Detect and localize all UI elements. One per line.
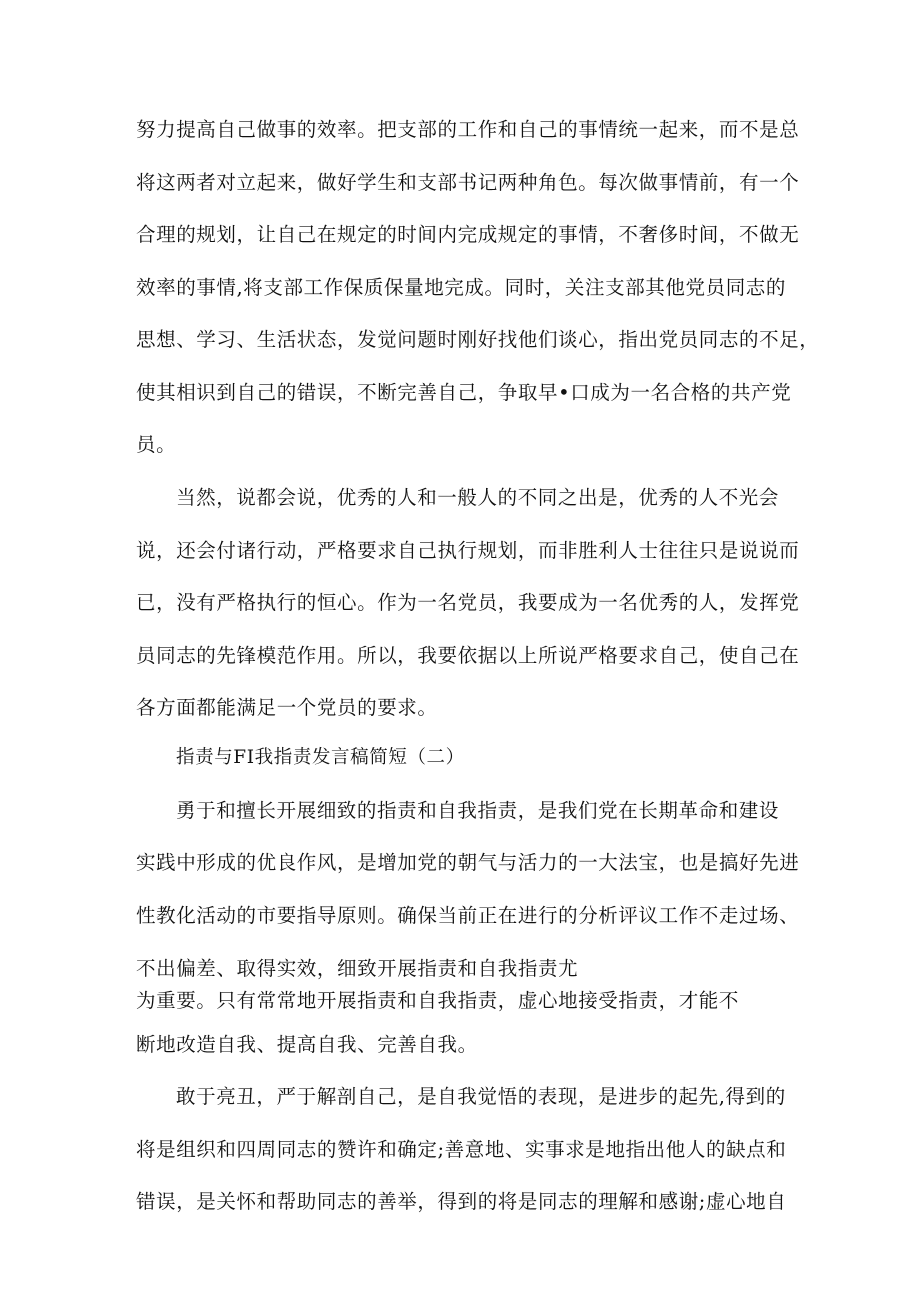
paragraph-2-line-2: 说，还会付诸行动，严格要求自己执行规划，而非胜利人士往往只是说说而: [136, 539, 800, 562]
paragraph-2-line-3: 已，没有严格执行的恒心。作为一名党员，我要成为一名优秀的人，发挥党: [136, 591, 800, 614]
paragraph-1-line-2: 将这两者对立起来，做好学生和支部书记两种角色。每次做事情前，有一个: [136, 171, 800, 194]
paragraph-4-line-1: 敢于亮丑，严于解剖自己，是自我觉悟的表现，是进步的起先,得到的: [176, 1085, 786, 1108]
paragraph-3-line-5: 为重要。只有常常地开展指责和自我指责，虚心地接受指责，才能不: [136, 989, 740, 1012]
paragraph-3-line-4: 不出偏差、取得实效，细致开展指责和自我指责尤: [136, 957, 579, 980]
paragraph-3-line-3: 性教化活动的市要指导原则。确保当前正在进行的分析评议工作不走过场、: [136, 904, 800, 927]
paragraph-1-line-1: 努力提高自己做事的效率。把支部的工作和自己的事情统一起来，而不是总: [136, 118, 800, 141]
paragraph-4-line-2: 将是组织和四周同志的赞许和确定;善意地、实事求是地指出他人的缺点和: [136, 1138, 787, 1161]
paragraph-1-line-7: 员。: [136, 433, 177, 456]
paragraph-4-line-3: 错误，是关怀和帮助同志的善举，得到的将是同志的理解和感谢;虚心地自: [136, 1190, 787, 1213]
paragraph-1-line-5: 思想、学习、生活状态，发觉问题时刚好找他们谈心，指出党员同志的不足，: [136, 328, 820, 351]
section-title: 指责与FI我指责发言稿简短（二）: [176, 747, 465, 768]
paragraph-1-line-6: 使其相识到自己的错误，不断完善自己，争取早•口成为一名合格的共产党: [136, 381, 792, 404]
paragraph-2-line-4: 员同志的先锋模范作用。所以，我要依据以上所说严格要求自己，使自己在: [136, 644, 800, 667]
paragraph-1-line-4: 效率的事情,将支部工作保质保量地完成。同时，关注支部其他党员同志的: [136, 276, 786, 299]
paragraph-3-line-1: 勇于和擅长开展细致的指责和自我指责，是我们党在长期革命和建设: [176, 799, 780, 822]
paragraph-1-line-3: 合理的规划，让自己在规定的时间内完成规定的事情，不奢侈时间，不做无: [136, 223, 800, 246]
paragraph-2-line-5: 各方面都能满足一个党员的要求。: [136, 696, 438, 719]
paragraph-3-line-6: 断地改造自我、提高自我、完善自我。: [136, 1033, 478, 1056]
paragraph-3-line-2: 实践中形成的优良作风，是增加党的朝气与活力的一大法宝，也是搞好先进: [136, 851, 800, 874]
paragraph-2-line-1: 当然，说都会说，优秀的人和一般人的不同之出是，优秀的人不光会: [176, 486, 780, 509]
